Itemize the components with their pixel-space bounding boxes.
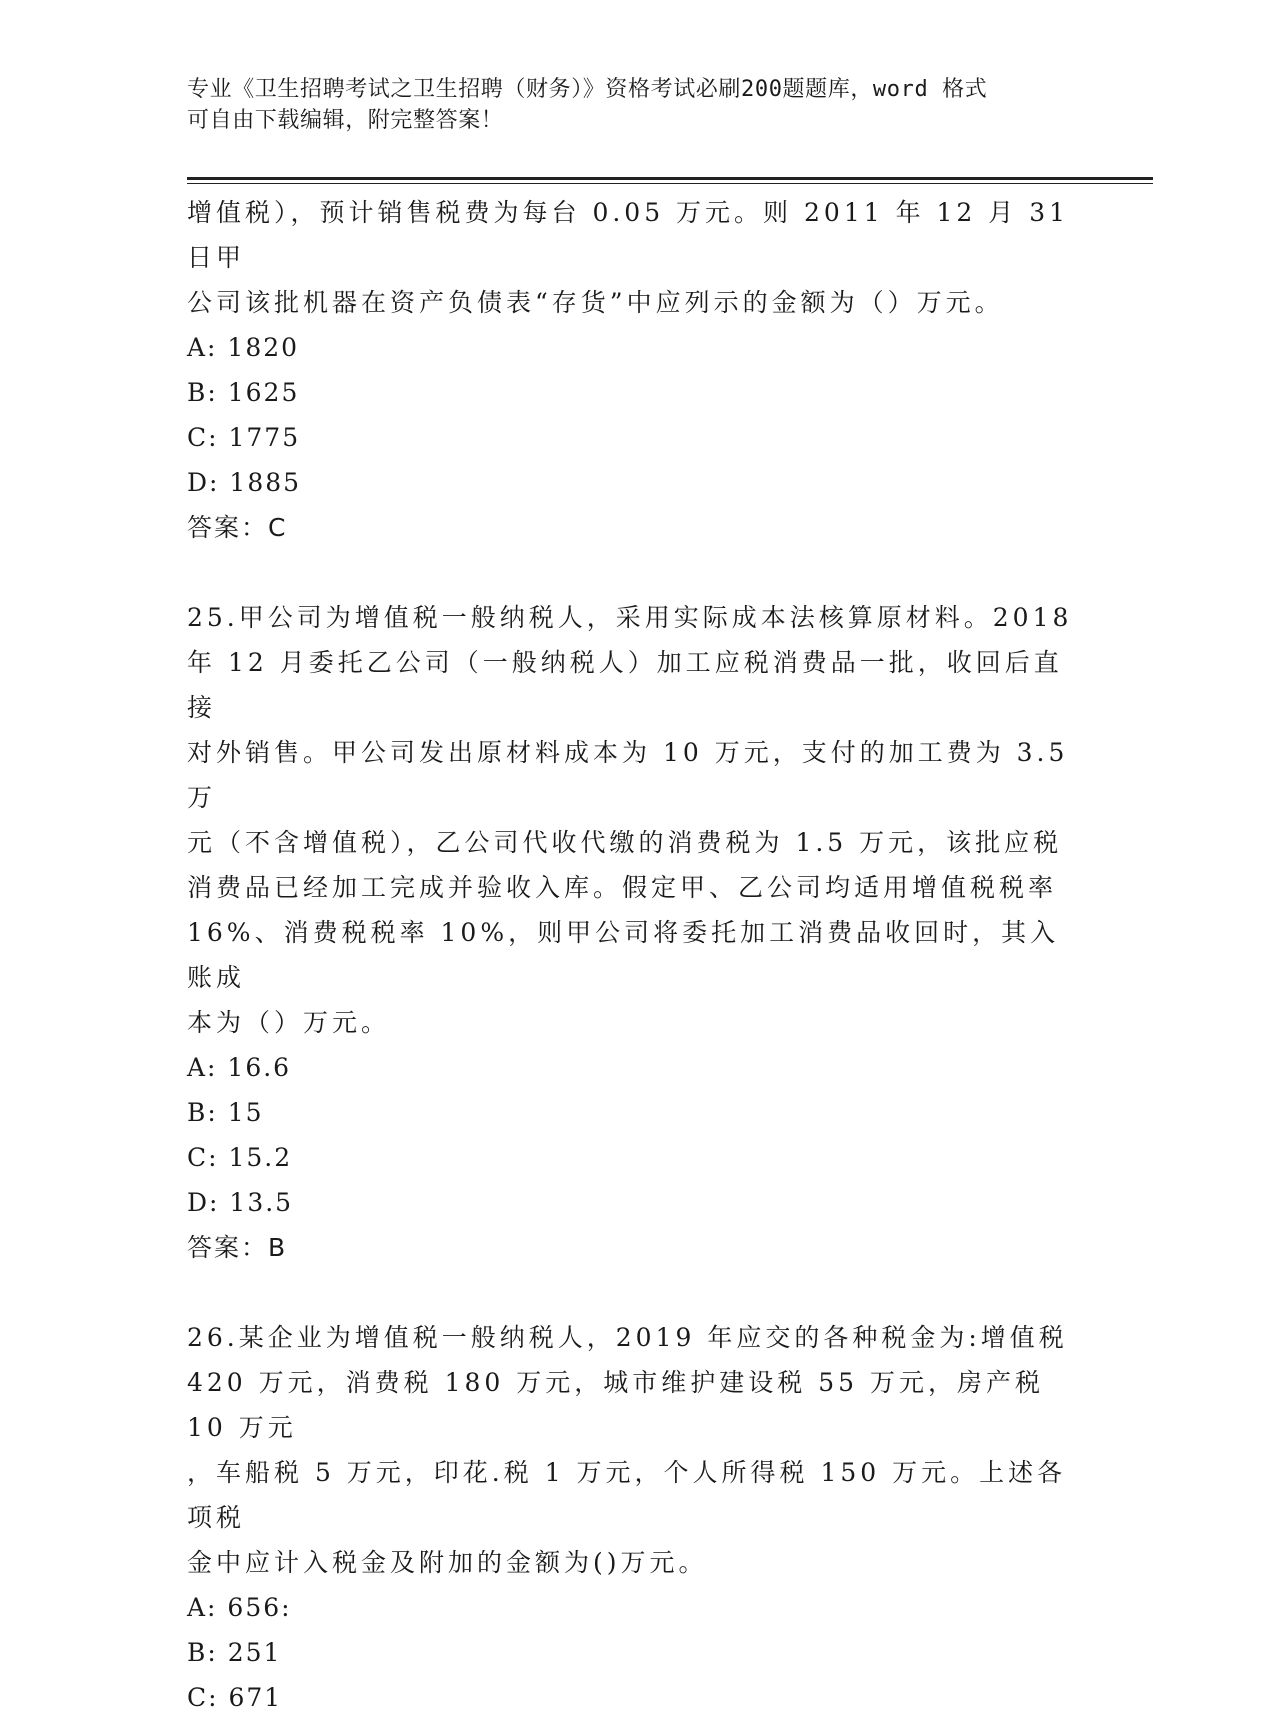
question-spacer (187, 550, 1087, 595)
question-text: 26.某企业为增值税一般纳税人，2019 年应交的各种税金为:增值税 420 万元，消费税 180 万元，城市维护建设税 55 万元，房产税 10 万元 ，车船税 5 万元，印花.税 1 万元，个人所得税 150 万元。上述各项税 金中应计入税金及附加的金额为()万元。 (187, 1323, 1068, 1577)
header-line-2: 可自由下载编辑，附完整答案！ (187, 108, 504, 133)
option-c: C: 15.2 (187, 1143, 293, 1172)
option-a: A: 1820 (187, 333, 300, 362)
header-rule-thin (187, 183, 1153, 184)
question-text: 25.甲公司为增值税一般纳税人，采用实际成本法核算原材料。2018 年 12 月委托乙公司（一般纳税人）加工应税消费品一批，收回后直接 对外销售。甲公司发出原材料成本为 10 万元，支付的加工费为 3.5 万 元（不含增值税），乙公司代收代缴的消费税为 1.5 万元，该批应税 消费品已经加工完成并验收入库。假定甲、乙公司均适用增值税税率 16%、消费税税率 10%，则甲公司将委托加工消费品收回时，其入账成 本为（）万元。 (187, 603, 1073, 1037)
question-25 (187, 595, 1087, 1270)
option-b: B: 251 (187, 1638, 282, 1667)
option-d: D: 13.5 (187, 1188, 294, 1217)
option-c: C: 671 (187, 1683, 283, 1712)
question-text: 增值税），预计销售税费为每台 0.05 万元。则 2011 年 12 月 31 日甲 公司该批机器在资产负债表“存货”中应列示的金额为（）万元。 (187, 198, 1070, 317)
question-24 (187, 190, 1087, 550)
answer-line: 答案：B (187, 1233, 288, 1262)
question-list (187, 190, 1087, 1720)
option-a: A: 16.6 (187, 1053, 292, 1082)
option-a: A: 656: (187, 1593, 292, 1622)
option-b: B: 1625 (187, 378, 300, 407)
question-26 (187, 1315, 1087, 1720)
option-c: C: 1775 (187, 423, 301, 452)
option-d: D: 1885 (187, 468, 302, 497)
answer-line: 答案：C (187, 513, 288, 542)
header-line-1: 专业《卫生招聘考试之卫生招聘（财务）》资格考试必刷200题题库，word 格式 (187, 77, 988, 102)
option-b: B: 15 (187, 1098, 264, 1127)
document-header (187, 74, 1087, 136)
question-spacer (187, 1270, 1087, 1315)
header-rule-thick (187, 177, 1153, 180)
